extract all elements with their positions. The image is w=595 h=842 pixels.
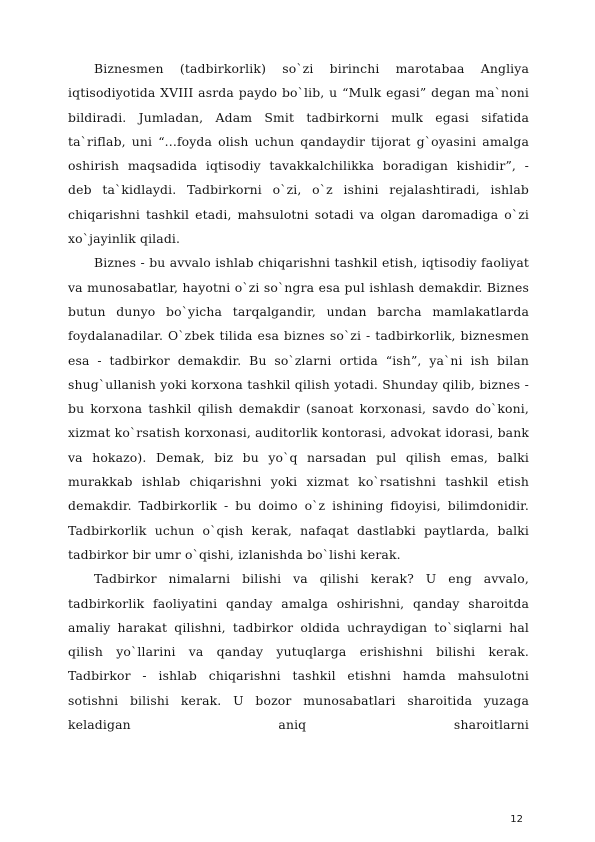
- paragraph-1: Biznesmen (tadbirkorlik) so`zi birinchi marotabaa Angliya iqtisodiyotida XVIII asrda paydo bo`lib, u “Mulk egasi” degan ma`noni bildiradi. Jumladan, Adam Smit tadbirkorni mulk egasi sifatida ta`riflab, uni “...foyda olish uchun qandaydir tijorat g`oyasini amalga oshirish maqsadida iqtisodiy tavakkalchilikka boradigan kishidir”, - deb ta`kidlaydi. Tadbirkorni o`zi, o`z ishini rejalashtiradi, ishlab chiqarishni tashkil etadi, mahsulotni sotadi va olgan daromadiga o`zi xo`jayinlik qiladi.: [68, 61, 529, 247]
- page-number: 12: [510, 814, 523, 825]
- body-text: [68, 57, 529, 737]
- paragraph-2: Biznes - bu avvalo ishlab chiqarishni tashkil etish, iqtisodiy faoliyat va munosabatlar, hayotni o`zi so`ngra esa pul ishlash demakdir. Biznes butun dunyo bo`yicha tarqalgandir, undan barcha mamlakatlarda foydalanadilar. O`zbek tilida esa biznes so`zi - tadbirkorlik, biznesmen esa - tadbirkor demakdir. Bu so`zlarni ortida “ish”, ya`ni ish bilan shug`ullanish yoki korxona tashkil qilish yotadi. Shunday qilib, biznes - bu korxona tashkil qilish demakdir (sanoat korxonasi, savdo do`koni, xizmat ko`rsatish korxonasi, auditorlik kontorasi, advokat idorasi, bank va hokazo). Demak, biz bu yo`q narsadan pul qilish emas, balki murakkab ishlab chiqarishni yoki xizmat ko`rsatishni tashkil etish demakdir. Tadbirkorlik - bu doimo o`z ishining fidoyisi, bilimdonidir. Tadbirkorlik uchun o`qish kerak, nafaqat dastlabki paytlarda, balki tadbirkor bir umr o`qishi, izlanishda bo`lishi kerak.: [68, 255, 529, 562]
- paragraph-3: Tadbirkor nimalarni bilishi va qilishi kerak? U eng avvalo, tadbirkorlik faoliyatini qanday amalga oshirishni, qanday sharoitda amaliy harakat qilishni, tadbirkor oldida uchraydigan to`siqlarni hal qilish yo`llarini va qanday yutuqlarga erishishni bilishi kerak. Tadbirkor - ishlab chiqarishni tashkil etishni hamda mahsulotni sotishni bilishi kerak. U bozor munosabatlari sharoitida yuzaga keladigan aniq sharoitlarni: [68, 571, 529, 733]
